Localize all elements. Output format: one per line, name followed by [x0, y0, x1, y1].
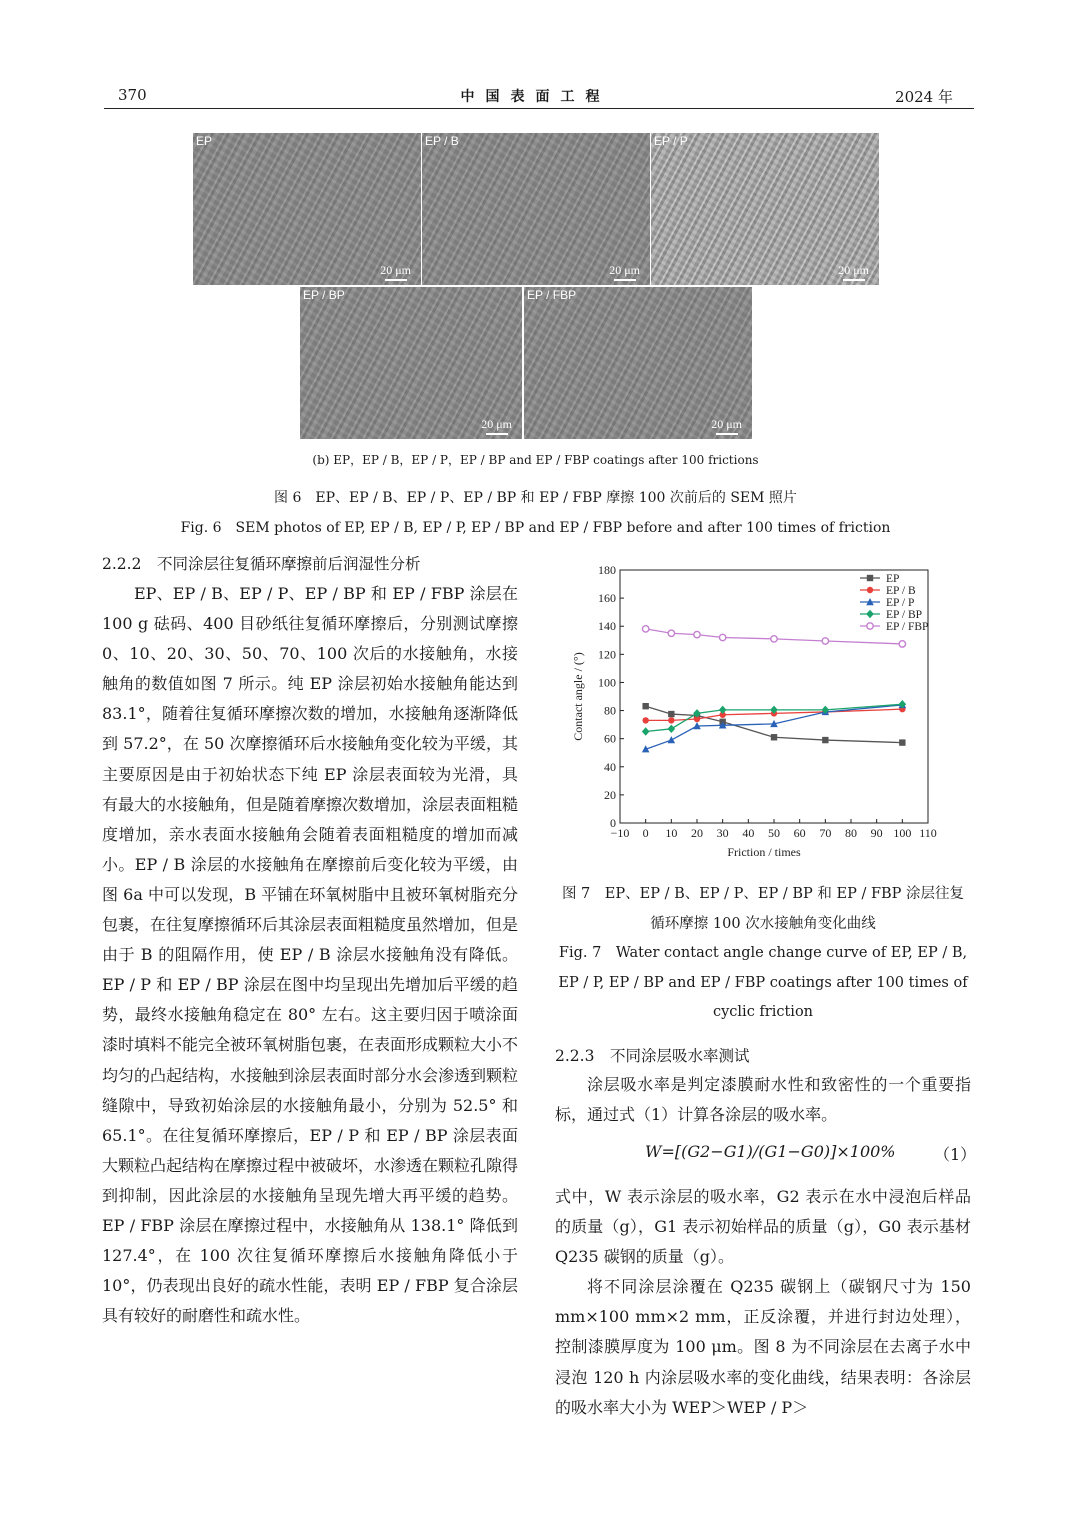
y-tick-label: 160	[598, 591, 616, 606]
y-axis-label: Contact angle / (°)	[571, 652, 585, 741]
sem-label: EP / B	[425, 134, 459, 148]
paragraph: 将不同涂层涂覆在 Q235 碳钢上（碳钢尺寸为 150 mm×100 mm×2 mm，正反涂覆，并进行封边处理），控制漆膜厚度为 100 μm。图 8 为不同涂层在去离子水中浸泡 120 h 内涂层吸水率的变化曲线，结果表明：各涂层的吸水率大小为 WEP＞WEP / P＞	[555, 1277, 971, 1417]
data-point	[899, 739, 905, 745]
sem-image-ep	[193, 133, 421, 285]
paragraph: 涂层吸水率是判定漆膜耐水性和致密性的一个重要指标，通过式（1）计算各涂层的吸水率。	[555, 1075, 971, 1125]
data-point	[694, 631, 700, 637]
scale-bar: 20 μm	[609, 263, 640, 281]
data-point	[668, 717, 674, 723]
data-point	[899, 641, 905, 647]
x-tick-label: 40	[742, 826, 755, 840]
scale-bar: 20 μm	[481, 417, 512, 435]
section-2-2-3-body-1	[555, 1070, 971, 1130]
contact-angle-chart	[570, 558, 960, 868]
scale-bar: 20 μm	[711, 417, 742, 435]
legend-label: EP / BP	[886, 609, 923, 621]
sem-image-ep-fbp	[524, 287, 752, 439]
legend-label: EP / FBP	[886, 621, 929, 633]
section-2-2-2-body	[102, 579, 518, 1331]
scale-bar: 20 μm	[380, 263, 411, 281]
y-tick-label: 40	[604, 759, 616, 774]
y-tick-label: 180	[598, 563, 616, 577]
x-tick-label: 60	[793, 826, 806, 840]
legend-label: EP	[886, 573, 900, 585]
data-point	[642, 703, 648, 709]
x-tick-label: 110	[919, 826, 937, 840]
sem-label: EP / BP	[303, 288, 345, 302]
data-point	[668, 725, 676, 733]
section-2-2-3-body-2	[555, 1182, 971, 1423]
sem-image-ep-b	[422, 133, 650, 285]
equation: W=[(G2−G1)/(G1−G0)]×100%	[645, 1142, 896, 1161]
plot-frame	[620, 570, 928, 823]
x-tick-label: 100	[893, 826, 912, 840]
fig6-caption-en: Fig. 6 SEM photos of EP, EP / B, EP / P, EP / BP and EP / FBP before and after 100 times of friction	[180, 520, 891, 536]
data-point	[822, 737, 828, 743]
sem-label: EP / FBP	[527, 288, 577, 302]
data-point	[866, 610, 874, 618]
page-number: 370	[118, 86, 147, 104]
equation-number: （1）	[934, 1145, 977, 1164]
x-tick-label: 10	[665, 826, 678, 840]
data-point	[867, 575, 873, 581]
x-tick-label: 0	[642, 826, 649, 840]
publication-year: 2024 年	[895, 88, 953, 106]
data-point	[668, 736, 676, 743]
paragraph: 式中，W 表示涂层的吸水率，G2 表示在水中浸泡后样品的质量（g），G1 表示初始样品的质量（g），G0 表示基材 Q235 碳钢的质量（g）。	[555, 1187, 971, 1267]
y-tick-label: 0	[610, 816, 616, 830]
header-rule	[104, 108, 974, 109]
data-point	[668, 630, 674, 636]
sem-image-ep-p	[651, 133, 879, 285]
scale-bar: 20 μm	[838, 263, 869, 281]
y-tick-label: 80	[604, 703, 616, 718]
data-point	[719, 706, 727, 714]
data-point	[668, 711, 674, 717]
legend-label: EP / B	[886, 585, 916, 597]
y-tick-label: 100	[598, 675, 616, 690]
data-point	[867, 623, 873, 629]
x-tick-label: 30	[716, 826, 729, 840]
sem-label: EP	[196, 134, 213, 148]
data-point	[771, 734, 777, 740]
x-tick-label: −10	[610, 826, 630, 840]
fig6-subcaption: (b) EP，EP / B，EP / P，EP / BP and EP / FBP coatings after 100 frictions	[312, 453, 759, 467]
sem-image-ep-bp	[300, 287, 522, 439]
data-point	[822, 638, 828, 644]
x-tick-label: 90	[870, 826, 883, 840]
x-tick-label: 50	[768, 826, 780, 840]
data-point	[642, 727, 650, 735]
fig7-caption-cn: 图 7 EP、EP / B、EP / P、EP / BP 和 EP / FBP 涂层往复循环摩擦 100 次水接触角变化曲线	[561, 886, 965, 932]
data-point	[771, 636, 777, 642]
y-tick-label: 120	[598, 647, 616, 662]
x-tick-label: 80	[845, 826, 857, 840]
x-tick-label: 70	[819, 826, 832, 840]
y-tick-label: 140	[598, 619, 616, 634]
data-point	[867, 587, 873, 593]
data-point	[719, 634, 725, 640]
data-point	[642, 626, 648, 632]
y-tick-label: 60	[604, 731, 616, 746]
fig7-caption-en: Fig. 7 Water contact angle change curve of EP, EP / B, EP / P, EP / BP and EP / FBP coatings after 100 times of cyclic friction	[558, 945, 968, 1021]
paragraph: EP、EP / B、EP / P、EP / BP 和 EP / FBP 涂层在 100 g 砝码、400 目砂纸往复循环摩擦后，分别测试摩擦 0、10、20、30、50、70、100 次后的水接触角，水接触角的数值如图 7 所示。纯 EP 涂层初始水接触角能达到 83.1°，随着往复循环摩擦次数的增加，水接触角逐渐降低到 57.2°，在 50 次摩擦循环后水接触角变化较为平缓，其主要原因是由于初始状态下纯 EP 涂层表面较为光滑，具有最大的水接触角，但是随着摩擦次数增加，涂层表面粗糙度增加，亲水表面水接触角会随着表面粗糙度的增加而减小。EP / B 涂层的水接触角在摩擦前后变化较为平缓，由图 6a 中可以发现，B 平铺在环氧树脂中且被环氧树脂充分包裹，在往复摩擦循环后其涂层表面粗糙度虽然增加，但是由于 B 的阻隔作用，使 EP / B 涂层水接触角没有降低。EP / P 和 EP / BP 涂层在图中均呈现出先增加后平缓的趋势，最终水接触角稳定在 80° 左右。这主要归因于喷涂面漆时填料不能完全被环氧树脂包裹，在表面形成颗粒大小不均匀的凸起结构，水接触到涂层表面时部分水会渗透到颗粒缝隙中，导致初始涂层的水接触角最小，分别为 52.5° 和 65.1°。在往复循环摩擦后，EP / P 和 EP / BP 涂层表面大颗粒凸起结构在摩擦过程中被破坏，水渗透在颗粒孔隙得到抑制，因此涂层的水接触角呈现先增大再平缓的趋势。EP / FBP 涂层在摩擦过程中，水接触角从 138.1° 降低到 127.4°，在 100 次往复循环摩擦后水接触角降低小于 10°，仍表现出良好的疏水性能，表明 EP / FBP 复合涂层具有较好的耐磨性和疏水性。	[102, 584, 519, 1326]
y-tick-label: 20	[604, 787, 616, 802]
x-axis-label: Friction / times	[727, 845, 801, 859]
data-point	[642, 717, 648, 723]
sem-label: EP / P	[654, 134, 688, 148]
legend-label: EP / P	[886, 597, 915, 609]
fig6-caption-cn: 图 6 EP、EP / B、EP / P、EP / BP 和 EP / FBP 摩擦 100 次前后的 SEM 照片	[274, 490, 797, 506]
x-tick-label: 20	[691, 826, 703, 840]
section-2-2-2-title: 2.2.2 不同涂层往复循环摩擦前后润湿性分析	[102, 555, 421, 573]
section-2-2-3-title: 2.2.3 不同涂层吸水率测试	[555, 1047, 750, 1065]
journal-title: 中国表面工程	[460, 89, 611, 105]
